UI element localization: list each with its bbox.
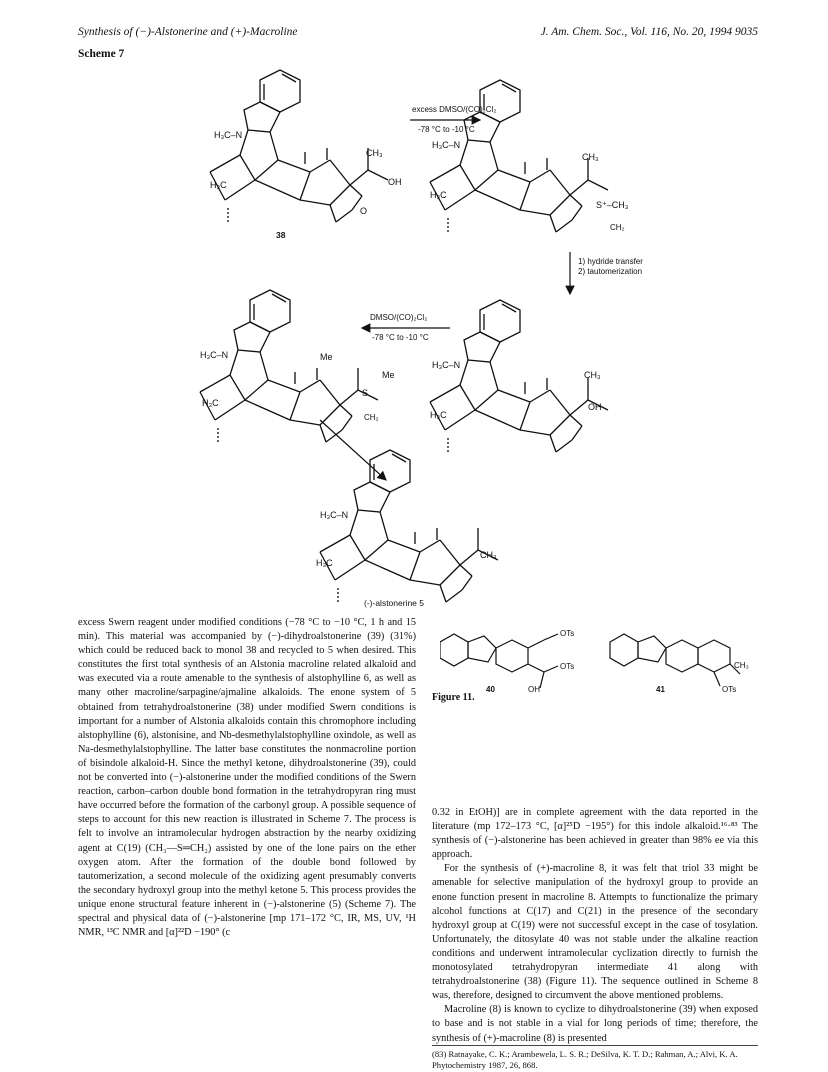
svg-text:H₃C: H₃C: [202, 398, 219, 408]
compound-41-structure: [610, 634, 740, 686]
oh-label: OH: [388, 177, 402, 187]
compound-41-label: 41: [656, 685, 665, 694]
arrow2-step1: 1) hydride transfer: [578, 257, 643, 266]
arrow3-reagents: DMSO/(CO)₂Cl₂: [370, 313, 428, 322]
svg-text:S: S: [362, 388, 369, 398]
compound-40-structure: [440, 634, 558, 688]
arrow1-conditions: -78 °C to -10 °C: [418, 125, 475, 134]
compound-38-structure: [210, 70, 402, 240]
svg-text:H₃C: H₃C: [430, 190, 447, 200]
compound-40-label: 40: [486, 685, 495, 694]
paragraph: excess Swern reagent under modified conditions (−78 °C to −10 °C, 1 h and 15 min). This material was accompanied by (−)-dihydroalstonerine (39) (31%) which could be reduced back to monol 38 and recycled to 5 when desired. This constitutes the first total synthesis of an Alstonia macroline related alkaloid and was executed via a route amenable to the synthesis of alstophylline 6, as well as many other macroline/sarpagine/ajmaline alkaloids. The enone system of 5 obtained from tetrahydroalstonerine (38) under modified Swern conditions is important for a number of Alstonia alkaloids contain this chromophore including alstophylline (6), alstonisine, and Nb-desmethylalstophylline oxindole, as well as Na-desmethylalstophylline. The latter base constitutes the nonmacroline portion of bisindole alkaloid-H. Since the methyl ketone, dihydroalstonerine (39), could not be converted into (−)-alstonerine under the modified conditions of the Swern reaction, carbon–carbon double bond formation in the tetrahydropyran ring must have occurred before the formation of the carbonyl group. A possible sequence of steps to account for this new reaction is illustrated in Scheme 7. The process is felt to involve an intramolecular hydrogen abstraction by the nearby oxidizing agent at C(19) (CH₃—S═CH₂) assisted by one of the lone pairs on the ether oxygen atom. After the formation of the double bond followed by tautomerization, a second molecule of the oxidizing agent presumably converts the secondary hydroxyl group into the methyl ketone 5. This process provides the unique enone structural feature inherent in (−)-alstonerine (5) (Scheme 7). The spectral and physical data of (−)-alstonerine [mp 171–172 °C, IR, MS, UV, ¹H NMR, ¹³C NMR and [α]²²D −190° (c: [78, 617, 416, 939]
svg-text:Me: Me: [382, 370, 395, 380]
h3c-label: H₃C: [210, 180, 227, 190]
svg-text:H₃C: H₃C: [316, 558, 333, 568]
running-header-title: Synthesis of (−)-Alstonerine and (+)-Macroline: [78, 26, 298, 38]
svg-text:CH₃: CH₃: [582, 152, 599, 162]
svg-text:CH₂: CH₂: [364, 413, 379, 422]
svg-text:CH₂: CH₂: [610, 223, 625, 232]
arrow2-step2: 2) tautomerization: [578, 267, 643, 276]
right-text-column: [432, 806, 758, 1046]
svg-text:CH₃: CH₃: [480, 550, 497, 560]
svg-text:CH₃: CH₃: [734, 661, 749, 670]
svg-text:CH₃: CH₃: [584, 370, 601, 380]
svg-text:OH: OH: [528, 685, 540, 694]
arrow3-conditions: -78 °C to -10 °C: [372, 333, 429, 342]
figure-11-diagram: [440, 614, 760, 694]
figure-11-caption: Figure 11.: [432, 692, 475, 703]
svg-text:H₃C–N: H₃C–N: [432, 360, 461, 370]
sulfonium-intermediate-structure: [430, 80, 629, 232]
ring-o-label: O: [360, 206, 368, 216]
footnote: [432, 1045, 758, 1071]
sulfonium-label: S⁺–CH₃: [596, 200, 629, 210]
enol-intermediate-structure: [430, 300, 608, 452]
footnote-83: (83) Ratnayake, C. K.; Arambewela, L. S. R.; DeSilva, K. T. D.; Rahman, A.; Alvi, K. A. Phytochemistry 1987, 26, 868.: [432, 1049, 738, 1070]
svg-text:OTs: OTs: [722, 685, 737, 694]
paragraph: Macroline (8) is known to cyclize to dihydroalstonerine (39) when exposed to base and is not stable in a vial for long periods of time; therefore, the synthesis of (+)-macroline (8) is presented: [432, 1004, 758, 1044]
svg-text:OH: OH: [588, 402, 602, 412]
svg-text:OTs: OTs: [560, 662, 575, 671]
svg-text:H₃C: H₃C: [430, 410, 447, 420]
running-header-journal: J. Am. Chem. Soc., Vol. 116, No. 20, 1994 9035: [540, 26, 758, 38]
scheme-title: Scheme 7: [78, 48, 125, 60]
paragraph: For the synthesis of (+)-macroline 8, it was felt that triol 33 might be amenable for selective manipulation of the hydroxyl group to provide an enone function present in macroline 8. Attempts to functionalize the primary alcohol functions at C(17) and C(21) in the presence of the secondary hydroxyl group at C(19) were not successful except in the case of tosylation. Unfortunately, the ditosylate 40 was not stable under the alkaline reaction conditions and underwent intramolecular cyclization directly to furnish the monotosylated tetrahydropyran intermediate 41 along with tetrahydroalstonerine (38) (Figure 11). The sequence outlined in Scheme 8 was, therefore, designed to circumvent the above mentioned problems.: [432, 863, 758, 1002]
left-text-column: [78, 616, 416, 940]
svg-text:H₃C–N: H₃C–N: [200, 350, 229, 360]
compound-38-label: 38: [276, 230, 286, 240]
ch3-label: CH₃: [366, 148, 383, 158]
second-swern-intermediate-structure: [200, 290, 395, 442]
svg-text:OTs: OTs: [560, 629, 575, 638]
svg-text:H₃C–N: H₃C–N: [320, 510, 349, 520]
svg-text:Me: Me: [320, 352, 333, 362]
h3cn-label: H₃C–N: [214, 130, 243, 140]
paragraph: 0.32 in EtOH)] are in complete agreement with the data reported in the literature (mp 172–173 °C, [α]²⁵D −195°) for this indole alkaloid.¹⁶·⁸³ The synthesis of (−)-alstonerine has been achieved in greater than 98% ee via this approach.: [432, 807, 758, 861]
alstonerine-5-structure: [316, 450, 498, 608]
product-label: (-)-alstonerine 5: [364, 598, 424, 608]
arrow1-reagents: excess DMSO/(CO)₂Cl₂: [412, 105, 497, 114]
svg-text:H₃C–N: H₃C–N: [432, 140, 461, 150]
scheme-7-diagram: [150, 60, 710, 620]
